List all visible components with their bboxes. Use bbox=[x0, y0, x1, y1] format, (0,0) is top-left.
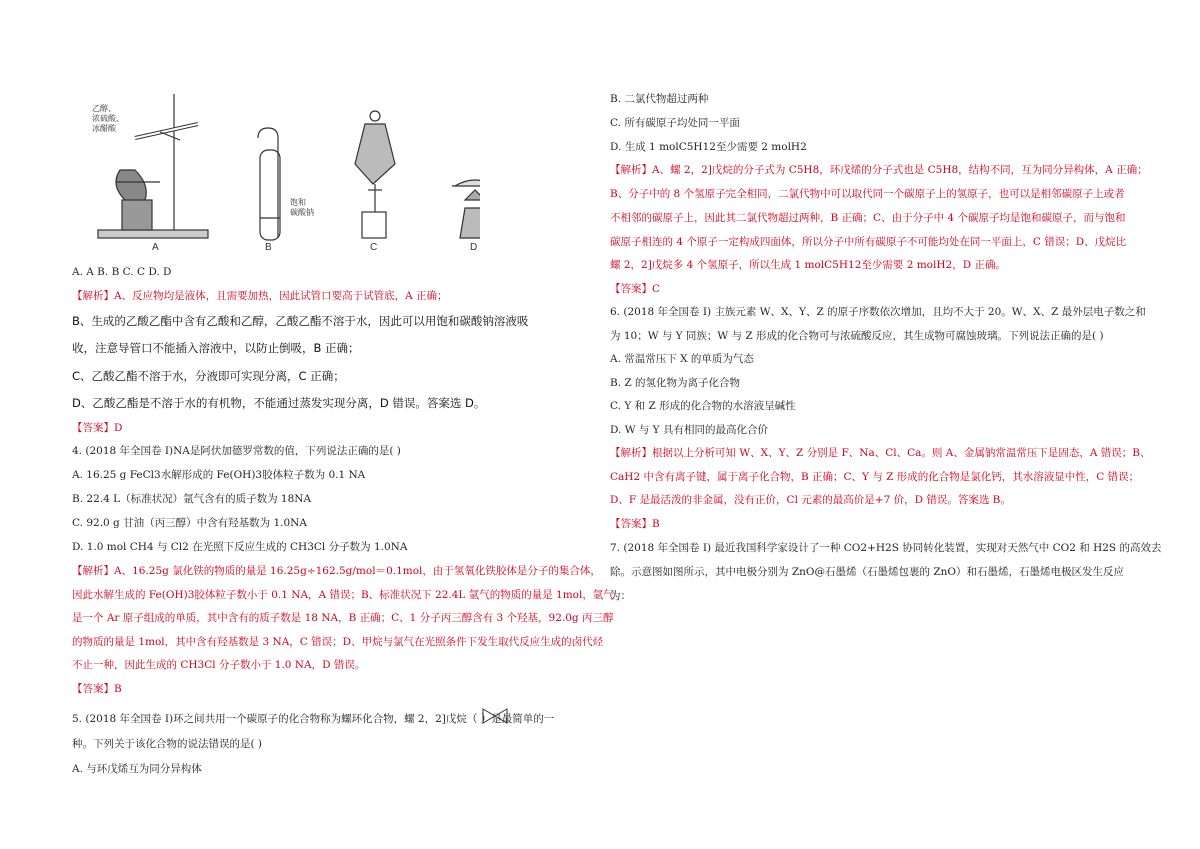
text-line: 5. (2018 年全国卷 I)环之间共用一个碳原子的化合物称为螺环化合物，螺 2，2]戊烷（ ）是最简单的一 bbox=[72, 713, 555, 725]
note-a bbox=[92, 104, 124, 134]
text-line: 的物质的量是 1mol，其中含有羟基数是 3 NA，C 错误；D、甲烷与氯气在光照条件下发生取代反应生成的卤代烃 bbox=[72, 636, 604, 648]
text-line: 【答案】C bbox=[610, 283, 661, 295]
text-line: D. W 与 Y 具有相同的最高化合价 bbox=[610, 424, 768, 436]
text-line: A. 常温常压下 X 的单质为气态 bbox=[610, 353, 754, 365]
text-line: B、分子中的 8 个氢原子完全相同，二氯代物中可以取代同一个碳原子上的氢原子，也可以是相邻碳原子上或者 bbox=[610, 188, 1125, 200]
label-b: B bbox=[265, 242, 272, 253]
text-line: D、F 是最活泼的非金属，没有正价，Cl 元素的最高价是+7 价，D 错误。答案选 B。 bbox=[610, 494, 1011, 506]
note-b bbox=[290, 198, 314, 218]
text-line: C. Y 和 Z 形成的化合物的水溶液呈碱性 bbox=[610, 400, 796, 412]
apparatus-figure bbox=[80, 90, 480, 260]
text-line: 【解析】A、螺 2，2]戊烷的分子式为 C5H8，环戊烯的分子式也是 C5H8，结构不同，互为同分异构体，A 正确； bbox=[610, 164, 1148, 176]
text-line: 【解析】A、16.25g 氯化铁的物质的量是 16.25g÷162.5g/mol＝0.1mol，由于氢氧化铁胶体是分子的集合体， bbox=[72, 565, 601, 577]
text-line: 收，注意导管口不能插入溶液中，以防止倒吸，B 正确； bbox=[72, 341, 360, 355]
spiropentane-structure-icon bbox=[480, 706, 510, 726]
text-line: B. 22.4 L（标准状况）氩气含有的质子数为 18NA bbox=[72, 493, 312, 505]
text-line: A. 与环戊烯互为同分异构体 bbox=[72, 763, 202, 775]
text-line: 【答案】D bbox=[72, 422, 123, 434]
text-line: 螺 2，2]戊烷多 4 个氢原子，所以生成 1 molC5H12至少需要 2 molH2，D 正确。 bbox=[610, 259, 1006, 271]
text-line: 【解析】根据以上分析可知 W、X、Y、Z 分别是 F、Na、Cl、Ca。则 A、金属钠常温常压下是固态，A 错误；B、 bbox=[610, 447, 1151, 459]
label-a: A bbox=[152, 242, 159, 253]
text-line: 碳原子相连的 4 个原子一定构成四面体，所以分子中所有碳原子不可能均处在同一平面上，C 错误；D、戊烷比 bbox=[610, 236, 1127, 248]
text-line: D. 1.0 mol CH4 与 Cl2 在光照下反应生成的 CH3Cl 分子数为 1.0NA bbox=[72, 541, 408, 553]
text-line: C. 92.0 g 甘油（丙三醇）中含有羟基数为 1.0NA bbox=[72, 517, 307, 529]
note-a-line-2: 浓硫酸、 bbox=[92, 114, 124, 123]
text-line: D、乙酸乙酯是不溶于水的有机物，不能通过蒸发实现分离，D 错误。答案选 D。 bbox=[72, 396, 486, 410]
note-a-line-3: 冰醋酸 bbox=[92, 124, 116, 133]
text-line: 种。下列关于该化合物的说法错误的是( ) bbox=[72, 738, 263, 750]
text-line: C. 所有碳原子均处同一平面 bbox=[610, 117, 740, 129]
label-d: D bbox=[470, 242, 478, 253]
text-line: 【答案】B bbox=[72, 683, 122, 695]
text-line: 4. (2018 年全国卷 I)NA是阿伏加德罗常数的值，下列说法正确的是( ) bbox=[72, 445, 401, 457]
text-line: 【答案】B bbox=[610, 518, 660, 530]
note-a-line-1: 乙醇、 bbox=[92, 104, 116, 113]
text-line: A. 16.25 g FeCl3水解形成的 Fe(OH)3胶体粒子数为 0.1 NA bbox=[72, 469, 366, 481]
text-line: 因此水解生成的 Fe(OH)3胶体粒子数小于 0.1 NA，A 错误；B、标准状况下 22.4L 氩气的物质的量是 1mol，氩气 bbox=[72, 589, 614, 601]
text-line: D. 生成 1 molC5H12至少需要 2 molH2 bbox=[610, 141, 807, 153]
text-line: 不相邻的碳原子上，因此其二氯代物超过两种，B 正确；C、由于分子中 4 个碳原子均是饱和碳原子，而与饱和 bbox=[610, 212, 1126, 224]
text-line: 不止一种，因此生成的 CH3Cl 分子数小于 1.0 NA，D 错误。 bbox=[72, 659, 366, 671]
text-line: 7. (2018 年全国卷 I) 最近我国科学家设计了一种 CO2+H2S 协同转化装置，实现对天然气中 CO2 和 H2S 的高效去 bbox=[610, 542, 1162, 554]
text-line: B、生成的乙酸乙酯中含有乙酸和乙醇，乙酸乙酯不溶于水，因此可以用饱和碳酸钠溶液吸 bbox=[72, 314, 529, 328]
note-b-line-2: 碳酸钠 bbox=[290, 208, 314, 217]
label-c: C bbox=[370, 242, 378, 253]
note-b-line-1: 饱和 bbox=[290, 198, 306, 207]
text-line: 【解析】A、反应物均是液体，且需要加热，因此试管口要高于试管底，A 正确； bbox=[72, 290, 448, 302]
text-line: 是一个 Ar 原子组成的单质，其中含有的质子数是 18 NA，B 正确；C、1 分子丙三醇含有 3 个羟基，92.0g 丙三醇 bbox=[72, 612, 614, 624]
text-line: 为 10；W 与 Y 同族；W 与 Z 形成的化合物可与浓硫酸反应，其生成物可腐蚀玻璃。下列说法正确的是( ) bbox=[610, 330, 1104, 342]
text-line: 为： bbox=[610, 590, 631, 602]
text-line: A. A B. B C. C D. D bbox=[72, 266, 172, 278]
text-line: C、乙酸乙酯不溶于水，分液即可实现分离，C 正确； bbox=[72, 369, 345, 383]
apparatus-drawing bbox=[80, 90, 480, 260]
text-line: B. Z 的氢化物为离子化合物 bbox=[610, 377, 741, 389]
text-line: CaH2 中含有离子键，属于离子化合物，B 正确；C、Y 与 Z 形成的化合物是氯化钙，其水溶液显中性，C 错误； bbox=[610, 471, 1140, 483]
text-line: B. 二氯代物超过两种 bbox=[610, 93, 709, 105]
text-line: 除。示意图如图所示，其中电极分别为 ZnO@石墨烯（石墨烯包裹的 ZnO）和石墨烯，石墨烯电极区发生反应 bbox=[610, 566, 1125, 578]
text-line: 6. (2018 年全国卷 I) 主族元素 W、X、Y、Z 的原子序数依次增加，且均不大于 20。W、X、Z 最外层电子数之和 bbox=[610, 306, 1146, 318]
